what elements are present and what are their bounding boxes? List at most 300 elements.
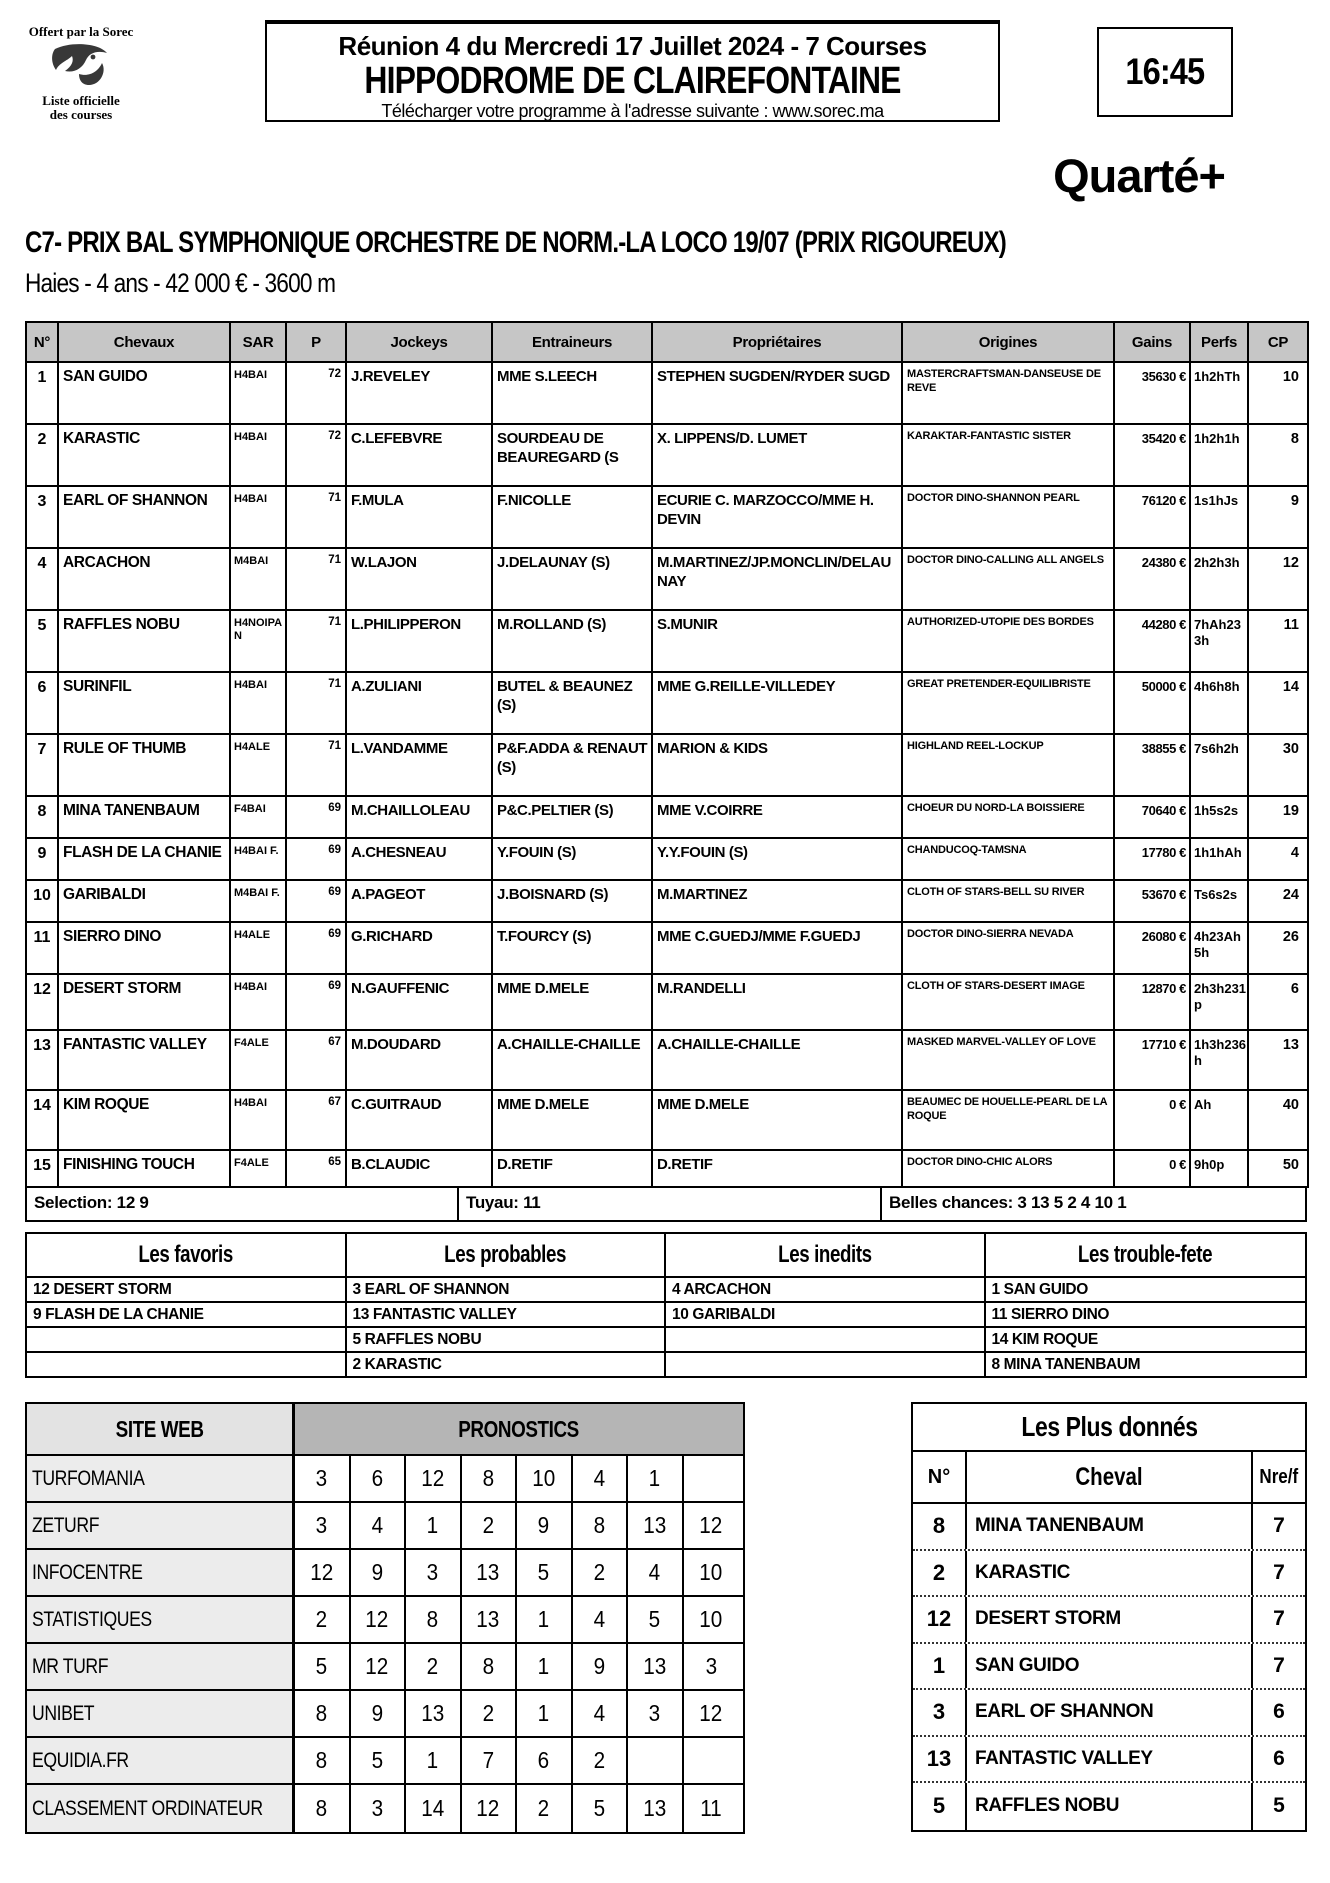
logo-caption-line3: des courses (49, 107, 113, 123)
runner-perfs: 9h0p (1190, 1150, 1248, 1187)
jockey-name: N.GAUFFENIC (346, 974, 492, 1030)
picks-column (986, 1234, 1306, 1376)
pick-number: 3 (406, 1550, 462, 1595)
plus-donnes-row (913, 1783, 1305, 1830)
plus-row-count: 7 (1273, 1560, 1285, 1584)
plus-row-number: 3 (913, 1690, 967, 1735)
pick-number: 1 (406, 1738, 462, 1783)
sorec-logo (22, 24, 140, 123)
runner-origins: GREAT PRETENDER-EQUILIBRISTE (902, 672, 1114, 734)
runner-sar: F4ALE (230, 1150, 286, 1187)
pronostics-table (25, 1402, 745, 1834)
pronostics-header-row (27, 1404, 743, 1456)
plus-donnes-row (913, 1644, 1305, 1691)
pick-number: 12 (351, 1597, 407, 1642)
pick-number: 13 (628, 1503, 684, 1548)
jockey-name: L.PHILIPPERON (346, 610, 492, 672)
runner-origins: MASTERCRAFTSMAN-DANSEUSE DE REVE (902, 362, 1114, 424)
logo-caption-line2: Liste officielle (42, 93, 120, 108)
runner-gains: 35630 € (1114, 362, 1190, 424)
runner-cp: 30 (1248, 734, 1308, 796)
race-conditions: Haies - 4 ans - 42 000 € - 3600 m (25, 268, 336, 298)
trainer-name: MME D.MELE (492, 1090, 652, 1150)
jockey-name: M.CHAILLOLEAU (346, 796, 492, 838)
runner-perfs: 4h23Ah5h (1190, 922, 1248, 974)
race-title: C7- PRIX BAL SYMPHONIQUE ORCHESTRE DE NORM.-LA LOCO 19/07 (PRIX RIGOUREUX) (25, 226, 1006, 259)
owner-name: X. LIPPENS/D. LUMET (652, 424, 902, 486)
col-header-sar: SAR (230, 322, 286, 362)
pick-number (628, 1738, 684, 1783)
runner-number: 11 (26, 922, 58, 974)
pick-number: 5 (295, 1644, 351, 1689)
pick-number: 13 (462, 1550, 518, 1595)
pick-number: 6 (517, 1738, 573, 1783)
runner-sar: H4BAI (230, 486, 286, 548)
trainer-name: MME S.LEECH (492, 362, 652, 424)
owner-name: MME G.REILLE-VILLEDEY (652, 672, 902, 734)
runner-weight: 69 (286, 838, 346, 880)
trainer-name: M.ROLLAND (S) (492, 610, 652, 672)
plus-donnes-row (913, 1737, 1305, 1784)
owner-name: STEPHEN SUGDEN/RYDER SUGD (652, 362, 902, 424)
runner-row (26, 796, 1308, 838)
sorec-horse-icon (49, 41, 113, 93)
pick-number: 2 (406, 1644, 462, 1689)
runner-origins: DOCTOR DINO-SIERRA NEVADA (902, 922, 1114, 974)
pick-number: 8 (295, 1691, 351, 1736)
col-header-jockeys: Jockeys (346, 322, 492, 362)
runner-row (26, 548, 1308, 610)
owner-name: ECURIE C. MARZOCCO/MME H. DEVIN (652, 486, 902, 548)
runner-weight: 72 (286, 362, 346, 424)
runner-origins: DOCTOR DINO-CALLING ALL ANGELS (902, 548, 1114, 610)
runner-gains: 17710 € (1114, 1030, 1190, 1090)
plus-donnes-title: Les Plus donnés (913, 1404, 1305, 1452)
owner-name: A.CHAILLE-CHAILLE (652, 1030, 902, 1090)
plus-donnes-row (913, 1504, 1305, 1551)
trainer-name: T.FOURCY (S) (492, 922, 652, 974)
runners-table (25, 321, 1309, 1188)
col-header-cp: CP (1248, 322, 1308, 362)
runner-sar: H4BAI (230, 362, 286, 424)
plus-row-horse: RAFFLES NOBU (967, 1783, 1253, 1830)
pick-number: 4 (573, 1597, 629, 1642)
runner-number: 1 (26, 362, 58, 424)
picks-column-title: Les favoris (138, 1241, 234, 1268)
runner-gains: 17780 € (1114, 838, 1190, 880)
pick-number: 13 (628, 1644, 684, 1689)
jockey-name: G.RICHARD (346, 922, 492, 974)
runner-cp: 19 (1248, 796, 1308, 838)
pick-number: 7 (462, 1738, 518, 1783)
picks-column-title: Les inedits (777, 1241, 872, 1268)
owner-name: Y.Y.FOUIN (S) (652, 838, 902, 880)
runner-perfs: 2h2h3h (1190, 548, 1248, 610)
picks-item: 4 ARCACHON (666, 1276, 984, 1301)
pick-number: 1 (628, 1456, 684, 1501)
runner-sar: H4NOIPAN (230, 610, 286, 672)
runner-sar: H4BAI F. (230, 838, 286, 880)
runner-cp: 10 (1248, 362, 1308, 424)
runner-weight: 71 (286, 734, 346, 796)
pick-number: 11 (700, 1795, 722, 1821)
pick-number: 2 (573, 1738, 629, 1783)
runner-sar: H4BAI (230, 672, 286, 734)
site-name: ZETURF (27, 1503, 295, 1548)
pick-number: 1 (517, 1691, 573, 1736)
pick-number: 5 (628, 1597, 684, 1642)
runner-sar: F4BAI (230, 796, 286, 838)
jockey-name: F.MULA (346, 486, 492, 548)
runner-gains: 44280 € (1114, 610, 1190, 672)
pronostics-row (27, 1597, 743, 1644)
pronostics-row (27, 1503, 743, 1550)
pick-number: 12 (699, 1512, 723, 1538)
runner-perfs: 1h2h1h (1190, 424, 1248, 486)
runner-weight: 65 (286, 1150, 346, 1187)
pick-number: 8 (295, 1785, 351, 1832)
pick-number: 2 (462, 1691, 518, 1736)
runner-sar: H4ALE (230, 734, 286, 796)
plus-donnes-table (911, 1402, 1307, 1832)
col-header-perfs: Perfs (1190, 322, 1248, 362)
plus-row-horse: MINA TANENBAUM (967, 1504, 1253, 1549)
runner-sar: F4ALE (230, 1030, 286, 1090)
site-name: STATISTIQUES (27, 1597, 295, 1642)
runner-gains: 70640 € (1114, 796, 1190, 838)
pick-number: 9 (517, 1503, 573, 1548)
picks-column (347, 1234, 667, 1376)
runner-gains: 50000 € (1114, 672, 1190, 734)
pick-number: 8 (462, 1644, 518, 1689)
picks-item: 12 DESERT STORM (27, 1276, 345, 1301)
runner-number: 9 (26, 838, 58, 880)
plus-row-number: 2 (913, 1551, 967, 1596)
picks-item: 9 FLASH DE LA CHANIE (27, 1301, 345, 1326)
trainer-name: D.RETIF (492, 1150, 652, 1187)
pronostics-row (27, 1644, 743, 1691)
runner-number: 15 (26, 1150, 58, 1187)
runner-gains: 26080 € (1114, 922, 1190, 974)
pronostics-row (27, 1738, 743, 1785)
site-name: MR TURF (27, 1644, 295, 1689)
pick-number (684, 1738, 740, 1783)
runner-weight: 71 (286, 548, 346, 610)
runner-sar: H4ALE (230, 922, 286, 974)
runner-perfs: Ts6s2s (1190, 880, 1248, 922)
owner-name: MME V.COIRRE (652, 796, 902, 838)
plus-row-count: 7 (1273, 1607, 1285, 1631)
pick-number: 4 (351, 1503, 407, 1548)
horse-name: EARL OF SHANNON (58, 486, 230, 548)
trainer-name: MME D.MELE (492, 974, 652, 1030)
picks-item: 1 SAN GUIDO (986, 1276, 1306, 1301)
jockey-name: M.DOUDARD (346, 1030, 492, 1090)
picks-column-title: Les trouble-fete (1078, 1241, 1213, 1268)
meeting-title: Réunion 4 du Mercredi 17 Juillet 2024 - 7 Courses (338, 31, 927, 61)
runner-number: 6 (26, 672, 58, 734)
pronostics-row (27, 1785, 743, 1832)
picks-item: 3 EARL OF SHANNON (347, 1276, 665, 1301)
horse-name: KIM ROQUE (58, 1090, 230, 1150)
picks-item: 8 MINA TANENBAUM (986, 1351, 1306, 1376)
runner-cp: 14 (1248, 672, 1308, 734)
plus-row-number: 8 (913, 1504, 967, 1549)
jockey-name: J.REVELEY (346, 362, 492, 424)
pick-number: 3 (705, 1653, 718, 1679)
runners-header-row (26, 322, 1308, 362)
pick-number: 9 (573, 1644, 629, 1689)
pick-number: 12 (295, 1550, 351, 1595)
runner-cp: 13 (1248, 1030, 1308, 1090)
jockey-name: B.CLAUDIC (346, 1150, 492, 1187)
horse-name: SAN GUIDO (58, 362, 230, 424)
runner-sar: H4BAI (230, 1090, 286, 1150)
plus-donnes-row (913, 1690, 1305, 1737)
runner-origins: DOCTOR DINO-SHANNON PEARL (902, 486, 1114, 548)
pick-number: 1 (406, 1503, 462, 1548)
runner-cp: 24 (1248, 880, 1308, 922)
runner-gains: 0 € (1114, 1150, 1190, 1187)
jockey-name: A.PAGEOT (346, 880, 492, 922)
plus-donnes-body (913, 1504, 1305, 1830)
plus-header-number: N° (913, 1452, 967, 1502)
col-header-trainers: Entraineurs (492, 322, 652, 362)
runner-gains: 76120 € (1114, 486, 1190, 548)
runner-sar: H4BAI (230, 424, 286, 486)
belles-chances-value: Belles chances: 3 13 5 2 4 10 1 (889, 1193, 1127, 1212)
runner-weight: 71 (286, 672, 346, 734)
pick-number: 6 (351, 1456, 407, 1501)
pick-number: 2 (517, 1785, 573, 1832)
pick-number: 8 (295, 1738, 351, 1783)
owner-name: M.RANDELLI (652, 974, 902, 1030)
runner-number: 3 (26, 486, 58, 548)
plus-row-count: 6 (1273, 1746, 1285, 1770)
horse-name: MINA TANENBAUM (58, 796, 230, 838)
runner-origins: DOCTOR DINO-CHIC ALORS (902, 1150, 1114, 1187)
runner-perfs: 2h3h231p (1190, 974, 1248, 1030)
pick-number: 1 (517, 1644, 573, 1689)
download-note: Télécharger votre programme à l'adresse suivante : www.sorec.ma (381, 101, 884, 121)
plus-donnes-row (913, 1597, 1305, 1644)
jockey-name: A.CHESNEAU (346, 838, 492, 880)
plus-row-horse: DESERT STORM (967, 1597, 1253, 1642)
plus-row-count: 7 (1273, 1653, 1285, 1677)
picks-item (666, 1326, 984, 1351)
trainer-name: J.DELAUNAY (S) (492, 548, 652, 610)
runner-row (26, 672, 1308, 734)
pick-number: 14 (406, 1785, 462, 1832)
plus-row-count: 7 (1273, 1514, 1285, 1538)
jockey-name: C.GUITRAUD (346, 1090, 492, 1150)
runner-origins: HIGHLAND REEL-LOCKUP (902, 734, 1114, 796)
runner-row (26, 1030, 1308, 1090)
col-header-owners: Propriétaires (652, 322, 902, 362)
runner-weight: 69 (286, 880, 346, 922)
pick-number: 12 (351, 1644, 407, 1689)
horse-name: FINISHING TOUCH (58, 1150, 230, 1187)
runner-perfs: 1h5s2s (1190, 796, 1248, 838)
plus-donnes-header-row (913, 1452, 1305, 1504)
runner-number: 8 (26, 796, 58, 838)
pick-number: 5 (517, 1550, 573, 1595)
col-header-weight: P (286, 322, 346, 362)
runner-row (26, 486, 1308, 548)
plus-row-horse: FANTASTIC VALLEY (967, 1737, 1253, 1782)
pick-number: 5 (351, 1738, 407, 1783)
jockey-name: A.ZULIANI (346, 672, 492, 734)
plus-row-count: 5 (1273, 1794, 1285, 1818)
pick-number: 10 (699, 1559, 723, 1585)
pronostics-row (27, 1550, 743, 1597)
pick-number: 1 (517, 1597, 573, 1642)
pick-number (684, 1456, 740, 1501)
header (25, 24, 1307, 130)
runner-origins: CLOTH OF STARS-DESERT IMAGE (902, 974, 1114, 1030)
picks-item: 5 RAFFLES NOBU (347, 1326, 665, 1351)
picks-item: 10 GARIBALDI (666, 1301, 984, 1326)
pick-number: 9 (351, 1691, 407, 1736)
pronostics-row (27, 1456, 743, 1503)
pick-number: 10 (517, 1456, 573, 1501)
picks-column-title: Les probables (444, 1241, 567, 1268)
picks-table (25, 1232, 1307, 1378)
runner-origins: BEAUMEC DE HOUELLE-PEARL DE LA ROQUE (902, 1090, 1114, 1150)
logo-caption-top: Offert par la Sorec (28, 24, 134, 39)
site-name: INFOCENTRE (27, 1550, 295, 1595)
runner-number: 10 (26, 880, 58, 922)
col-header-horses: Chevaux (58, 322, 230, 362)
pronostics-header: PRONOSTICS (295, 1404, 743, 1454)
owner-name: D.RETIF (652, 1150, 902, 1187)
picks-item (27, 1351, 345, 1376)
plus-row-horse: EARL OF SHANNON (967, 1690, 1253, 1735)
col-header-number: N° (26, 322, 58, 362)
selection-bar (25, 1188, 1307, 1222)
site-web-header: SITE WEB (27, 1404, 295, 1454)
pick-number: 3 (351, 1785, 407, 1832)
pick-number: 9 (351, 1550, 407, 1595)
bet-type-label: Quarté+ (1053, 149, 1225, 202)
pick-number: 3 (628, 1691, 684, 1736)
trainer-name: P&C.PELTIER (S) (492, 796, 652, 838)
runner-weight: 69 (286, 922, 346, 974)
runner-perfs: 1s1hJs (1190, 486, 1248, 548)
runner-number: 14 (26, 1090, 58, 1150)
pick-number: 5 (573, 1785, 629, 1832)
plus-row-horse: KARASTIC (967, 1551, 1253, 1596)
runner-number: 5 (26, 610, 58, 672)
horse-name: DESERT STORM (58, 974, 230, 1030)
runner-perfs: Ah (1190, 1090, 1248, 1150)
picks-item: 13 FANTASTIC VALLEY (347, 1301, 665, 1326)
tuyau-value: Tuyau: 11 (459, 1188, 882, 1220)
runner-sar: M4BAI (230, 548, 286, 610)
pronostics-body (27, 1456, 743, 1832)
selection-value: Selection: 12 9 (27, 1188, 459, 1220)
site-name: TURFOMANIA (27, 1456, 295, 1501)
col-header-origins: Origines (902, 322, 1114, 362)
picks-item (666, 1351, 984, 1376)
site-name: CLASSEMENT ORDINATEUR (27, 1785, 295, 1832)
pick-number: 8 (573, 1503, 629, 1548)
picks-item: 2 KARASTIC (347, 1351, 665, 1376)
runner-weight: 69 (286, 796, 346, 838)
runner-origins: CLOTH OF STARS-BELL SU RIVER (902, 880, 1114, 922)
horse-name: RAFFLES NOBU (58, 610, 230, 672)
runner-gains: 12870 € (1114, 974, 1190, 1030)
runner-gains: 35420 € (1114, 424, 1190, 486)
horse-name: ARCACHON (58, 548, 230, 610)
pick-number: 8 (462, 1456, 518, 1501)
site-name: UNIBET (27, 1691, 295, 1736)
jockey-name: L.VANDAMME (346, 734, 492, 796)
runner-number: 13 (26, 1030, 58, 1090)
jockey-name: C.LEFEBVRE (346, 424, 492, 486)
plus-donnes-row (913, 1551, 1305, 1598)
pick-number: 12 (462, 1785, 518, 1832)
horse-name: KARASTIC (58, 424, 230, 486)
runner-origins: KARAKTAR-FANTASTIC SISTER (902, 424, 1114, 486)
horse-name: FANTASTIC VALLEY (58, 1030, 230, 1090)
pick-number: 4 (628, 1550, 684, 1595)
horse-name: GARIBALDI (58, 880, 230, 922)
horse-name: RULE OF THUMB (58, 734, 230, 796)
runner-cp: 50 (1248, 1150, 1308, 1187)
owner-name: M.MARTINEZ (652, 880, 902, 922)
trainer-name: F.NICOLLE (492, 486, 652, 548)
pick-number: 12 (406, 1456, 462, 1501)
runner-row (26, 838, 1308, 880)
picks-item: 14 KIM ROQUE (986, 1326, 1306, 1351)
picks-column (666, 1234, 986, 1376)
picks-item: 11 SIERRO DINO (986, 1301, 1306, 1326)
col-header-gains: Gains (1114, 322, 1190, 362)
runner-perfs: 1h1hAh (1190, 838, 1248, 880)
runner-cp: 9 (1248, 486, 1308, 548)
runner-row (26, 1150, 1308, 1187)
pick-number: 2 (295, 1597, 351, 1642)
plus-row-horse: SAN GUIDO (967, 1644, 1253, 1689)
trainer-name: P&F.ADDA & RENAUT (S) (492, 734, 652, 796)
runner-number: 4 (26, 548, 58, 610)
pick-number: 13 (406, 1691, 462, 1736)
pick-number: 2 (462, 1503, 518, 1548)
runner-weight: 71 (286, 610, 346, 672)
meeting-info-box (265, 22, 1000, 122)
runner-origins: CHANDUCOQ-TAMSNA (902, 838, 1114, 880)
runner-weight: 72 (286, 424, 346, 486)
runner-row (26, 922, 1308, 974)
pick-number: 2 (573, 1550, 629, 1595)
trainer-name: SOURDEAU DE BEAUREGARD (S (492, 424, 652, 486)
runner-gains: 38855 € (1114, 734, 1190, 796)
runner-gains: 53670 € (1114, 880, 1190, 922)
runner-weight: 67 (286, 1030, 346, 1090)
plus-row-number: 1 (913, 1644, 967, 1689)
owner-name: MME C.GUEDJ/MME F.GUEDJ (652, 922, 902, 974)
horse-name: SURINFIL (58, 672, 230, 734)
plus-row-number: 12 (913, 1597, 967, 1642)
runner-gains: 0 € (1114, 1090, 1190, 1150)
race-time: 16:45 (1097, 27, 1233, 117)
pick-number: 13 (462, 1597, 518, 1642)
pronostics-row (27, 1691, 743, 1738)
owner-name: MME D.MELE (652, 1090, 902, 1150)
runner-perfs: 4h6h8h (1190, 672, 1248, 734)
picks-item (27, 1326, 345, 1351)
